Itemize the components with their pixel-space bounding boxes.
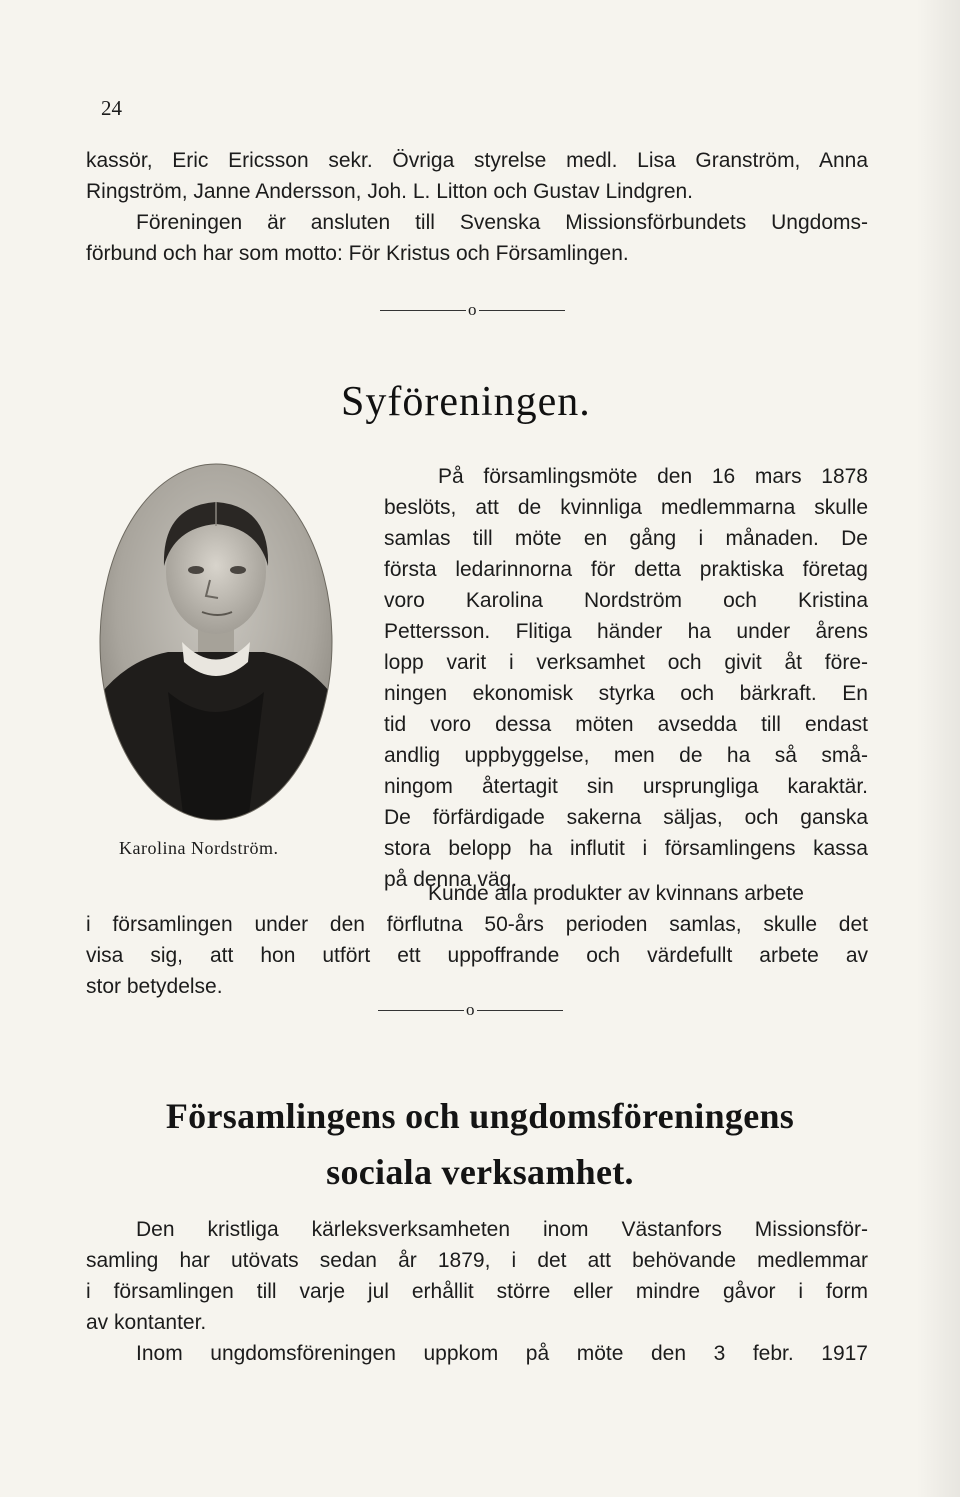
- text-line: visa sig, att hon utfört ett uppoffrande och värdefullt arbete av: [86, 944, 868, 967]
- section-heading-syforeningen: Syföreningen.: [341, 379, 591, 425]
- section-separator: [378, 1000, 563, 1020]
- section-separator: [380, 300, 565, 320]
- heading-line: Församlingens och ungdomsföreningens: [165, 1096, 795, 1136]
- text-line: i församlingen till varje jul erhållit större eller mindre gåvor i form: [86, 1280, 868, 1303]
- text-line: Den kristliga kärleksverksamheten inom Västanfors Missionsför-: [136, 1218, 868, 1241]
- separator-rule: [477, 1010, 563, 1011]
- text-line: Ringström, Janne Andersson, Joh. L. Litton och Gustav Lindgren.: [86, 180, 694, 203]
- text-line: kassör, Eric Ericsson sekr. Övriga styrelse medl. Lisa Granström, Anna: [86, 149, 868, 172]
- separator-rule: [378, 1010, 464, 1011]
- text-line: samlas till möte en gång i månaden. De: [384, 527, 868, 550]
- text-line: andlig uppbyggelse, men de ha så små-: [384, 744, 868, 767]
- text-line: stora belopp ha influtit i församlingens kassa: [384, 837, 868, 860]
- separator-rule: [380, 310, 466, 311]
- intro-paragraph: [86, 145, 868, 269]
- syforeningen-column-text: [384, 461, 868, 895]
- text-line: Kunde alla produkter av kvinnans arbete: [428, 882, 804, 905]
- text-line: lopp varit i verksamhet och givit åt före-: [384, 651, 868, 674]
- text-line: förbund och har som motto: För Kristus och Församlingen.: [86, 242, 629, 265]
- text-line: på denna väg.: [384, 868, 518, 891]
- page-edge-shadow: [916, 0, 960, 1497]
- portrait-caption: Karolina Nordström.: [119, 838, 279, 858]
- text-line: i församlingen under den förflutna 50-års perioden samlas, skulle det: [86, 913, 868, 936]
- heading-line: sociala verksamhet.: [326, 1152, 634, 1192]
- separator-mark: o: [466, 1000, 475, 1019]
- separator-mark: o: [468, 300, 477, 319]
- text-line: ningen ekonomisk styrka och bärkraft. En: [384, 682, 868, 705]
- text-line: beslöts, att de kvinnliga medlemmarna skulle: [384, 496, 868, 519]
- portrait-photo: [98, 462, 334, 822]
- separator-rule: [479, 310, 565, 311]
- text-line: Pettersson. Flitiga händer ha under årens: [384, 620, 868, 643]
- text-line: stor betydelse.: [86, 975, 223, 998]
- text-line: tid voro dessa möten avsedda till endast: [384, 713, 868, 736]
- text-line: Inom ungdomsföreningen uppkom på möte den 3 febr. 1917: [136, 1342, 868, 1365]
- text-line: På församlingsmöte den 16 mars 1878: [438, 465, 868, 488]
- text-line: voro Karolina Nordström och Kristina: [384, 589, 868, 612]
- text-line: samling har utövats sedan år 1879, i det att behövande medlemmar: [86, 1249, 868, 1272]
- section-heading-social: [0, 1088, 960, 1200]
- page-number: 24: [101, 96, 122, 120]
- syforeningen-full-text: [86, 878, 868, 1002]
- text-line: De förfärdigade sakerna säljas, och ganska: [384, 806, 868, 829]
- text-line: av kontanter.: [86, 1311, 207, 1334]
- text-line: ningom återtagit sin ursprungliga karaktär.: [384, 775, 868, 798]
- text-line: Föreningen är ansluten till Svenska Missionsförbundets Ungdoms-: [136, 211, 868, 234]
- text-line: första ledarinnorna för detta praktiska företag: [384, 558, 868, 581]
- social-paragraph: [86, 1214, 868, 1369]
